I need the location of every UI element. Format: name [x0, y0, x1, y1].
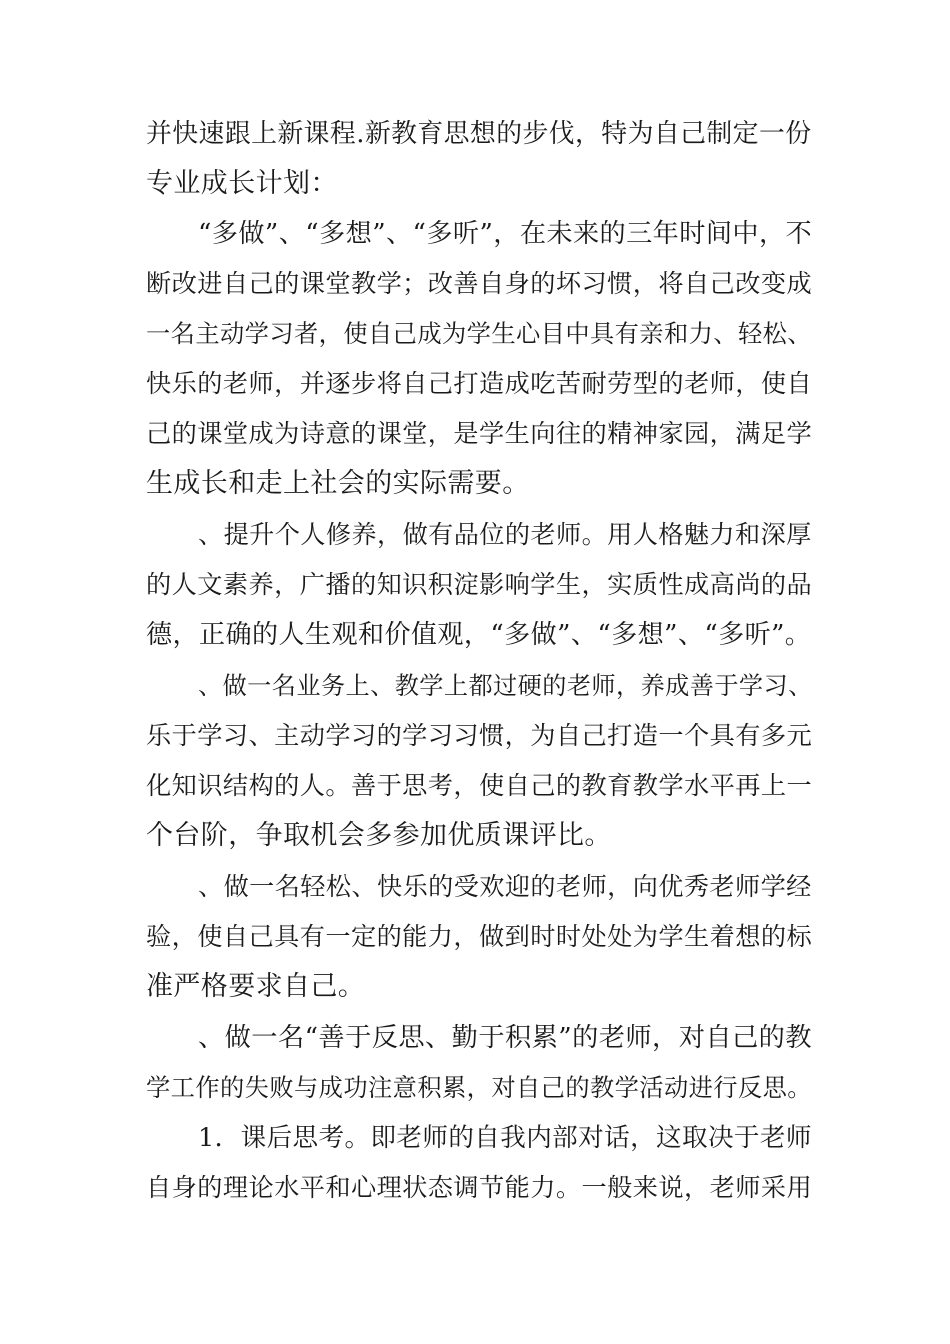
- paragraph-start-line: 1．课后思考。即老师的自我内部对话，这取决于老师: [198, 1123, 812, 1153]
- paragraph-start-line: 、做一名轻松、快乐的受欢迎的老师，向优秀老师学经: [198, 872, 812, 901]
- text-line: 学工作的失败与成功注意积累，对自己的教学活动进行反思。: [146, 1073, 812, 1102]
- text-line: 的人文素养，广播的知识积淀影响学生，实质性成高尚的品: [146, 570, 813, 599]
- paragraph-start-line: 、做一名“善于反思、勤于积累”的老师，对自己的教: [198, 1023, 812, 1053]
- paragraph-start-line: 、提升个人修养，做有品位的老师。用人格魅力和深厚: [198, 520, 812, 549]
- text-line: 一名主动学习者，使自己成为学生心目中具有亲和力、轻松、: [146, 319, 812, 348]
- text-line: 生成长和走上社会的实际需要。: [146, 468, 530, 499]
- text-line: 个台阶，争取机会多参加优质课评比。: [146, 820, 612, 851]
- paragraph-start-line: 、做一名业务上、教学上都过硬的老师，养成善于学习、: [198, 672, 813, 700]
- text-line: 准严格要求自己。: [146, 971, 366, 1002]
- text-line: 并快速跟上新课程.新教育思想的步伐，特为自己制定一份: [146, 119, 812, 149]
- text-line: 化知识结构的人。善于思考，使自己的教育教学水平再上一: [146, 771, 813, 800]
- paragraph-start-line: “多做”、“多想”、“多听”，在未来的三年时间中，不: [198, 219, 813, 249]
- text-line: 断改进自己的课堂教学；改善自身的坏习惯，将自己改变成: [146, 269, 813, 298]
- text-line: 验，使自己具有一定的能力，做到时时处处为学生着想的标: [146, 922, 813, 951]
- text-line: 己的课堂成为诗意的课堂，是学生向往的精神家园，满足学: [146, 419, 813, 448]
- text-line: 乐于学习、主动学习的学习习惯，为自己打造一个具有多元: [146, 721, 813, 750]
- text-line: 专业成长计划：: [146, 168, 338, 199]
- text-line: 德，正确的人生观和价值观，“多做”、“多想”、“多听”。: [146, 620, 812, 650]
- text-line: 快乐的老师，并逐步将自己打造成吃苦耐劳型的老师，使自: [146, 369, 813, 398]
- text-line: 自身的理论水平和心理状态调节能力。一般来说，老师采用: [146, 1173, 813, 1202]
